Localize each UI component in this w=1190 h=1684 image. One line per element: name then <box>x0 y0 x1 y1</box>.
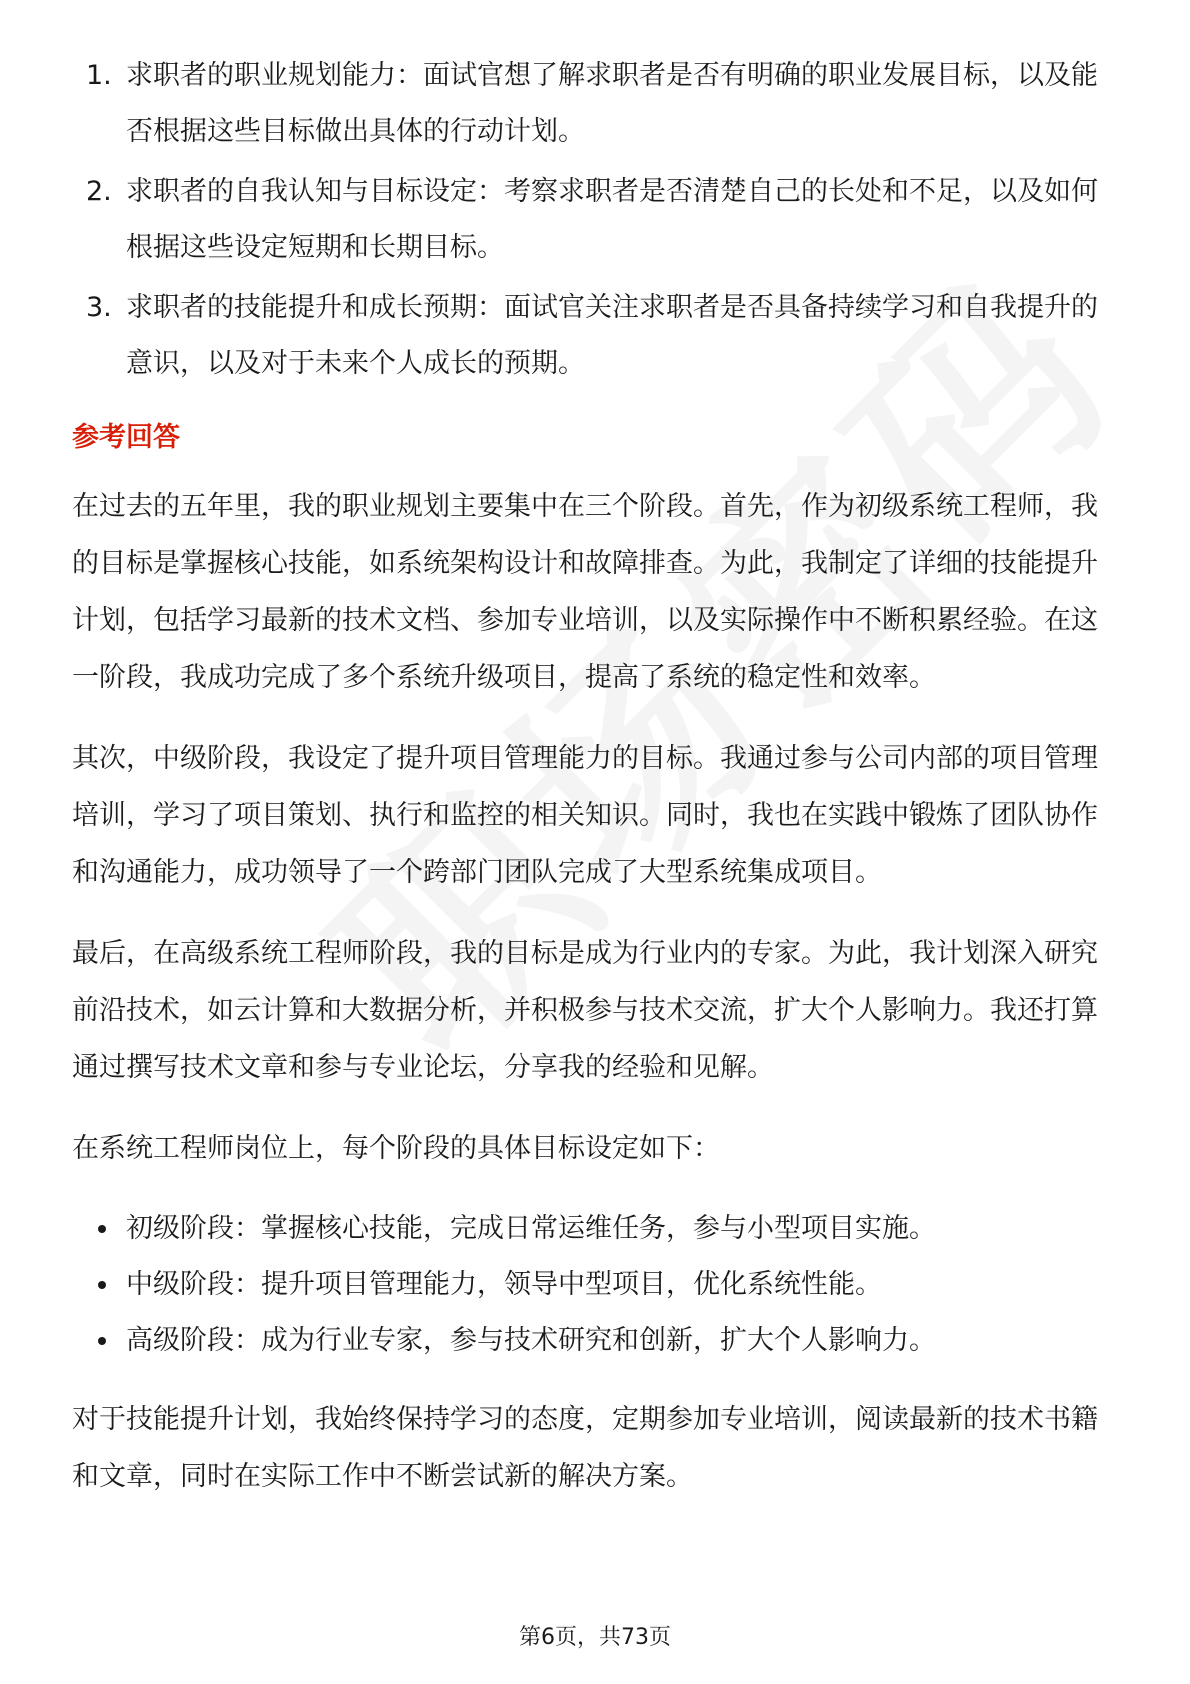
list-item <box>72 1201 1122 1257</box>
list-index: 3. <box>86 292 112 323</box>
bullet-list <box>72 1201 1122 1369</box>
document-body <box>72 48 1122 1529</box>
bullet-dot-icon <box>98 1281 106 1289</box>
list-item-text: 求职者的自我认知与目标设定：考察求职者是否清楚自己的长处和不足，以及如何根据这些设定短期和长期目标。 <box>126 176 1098 263</box>
paragraph: 在过去的五年里，我的职业规划主要集中在三个阶段。首先，作为初级系统工程师，我的目标是掌握核心技能，如系统架构设计和故障排查。为此，我制定了详细的技能提升计划，包括学习最新的技术文档、参加专业培训，以及实际操作中不断积累经验。在这一阶段，我成功完成了多个系统升级项目，提高了系统的稳定性和效率。 <box>72 491 1098 693</box>
list-item <box>72 164 1122 276</box>
list-item-text: 求职者的职业规划能力：面试官想了解求职者是否有明确的职业发展目标，以及能否根据这些目标做出具体的行动计划。 <box>126 60 1098 147</box>
list-item-text: 初级阶段：掌握核心技能，完成日常运维任务，参与小型项目实施。 <box>126 1213 936 1244</box>
section-heading: 参考回答 <box>72 422 180 453</box>
list-item-text: 求职者的技能提升和成长预期：面试官关注求职者是否具备持续学习和自我提升的意识，以及对于未来个人成长的预期。 <box>126 292 1098 379</box>
list-index: 2. <box>86 176 112 207</box>
list-item-text: 中级阶段：提升项目管理能力，领导中型项目，优化系统性能。 <box>126 1269 882 1300</box>
list-item <box>72 1313 1122 1369</box>
list-item-text: 高级阶段：成为行业专家，参与技术研究和创新，扩大个人影响力。 <box>126 1325 936 1356</box>
paragraph: 在系统工程师岗位上，每个阶段的具体目标设定如下： <box>72 1133 720 1164</box>
paragraph: 其次，中级阶段，我设定了提升项目管理能力的目标。我通过参与公司内部的项目管理培训，学习了项目策划、执行和监控的相关知识。同时，我也在实践中锻炼了团队协作和沟通能力，成功领导了一个跨部门团队完成了大型系统集成项目。 <box>72 743 1098 888</box>
paragraph: 最后，在高级系统工程师阶段，我的目标是成为行业内的专家。为此，我计划深入研究前沿技术，如云计算和大数据分析，并积极参与技术交流，扩大个人影响力。我还打算通过撰写技术文章和参与专业论坛，分享我的经验和见解。 <box>72 938 1098 1083</box>
numbered-list <box>72 48 1122 392</box>
bullet-dot-icon <box>98 1337 106 1345</box>
list-item <box>72 1257 1122 1313</box>
page-number: 第6页，共73页 <box>519 1625 671 1650</box>
bullet-dot-icon <box>98 1225 106 1233</box>
list-item <box>72 280 1122 392</box>
list-index: 1. <box>86 60 112 91</box>
list-item <box>72 48 1122 160</box>
closing-paragraph: 对于技能提升计划，我始终保持学习的态度，定期参加专业培训，阅读最新的技术书籍和文章，同时在实际工作中不断尝试新的解决方案。 <box>72 1404 1098 1492</box>
